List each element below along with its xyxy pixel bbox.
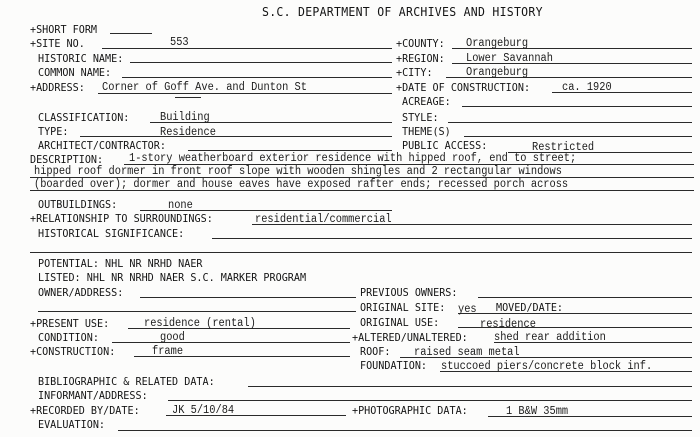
photographic-data-label: +PHOTOGRAPHIC DATA: bbox=[352, 404, 468, 417]
owner-line-2 bbox=[38, 311, 356, 312]
previous-owners-label: PREVIOUS OWNERS: bbox=[360, 286, 458, 299]
significance-label: HISTORICAL SIGNIFICANCE: bbox=[38, 227, 185, 240]
description-label: DESCRIPTION: bbox=[30, 153, 104, 166]
informant-label: INFORMANT/ADDRESS: bbox=[38, 389, 148, 402]
significance-line bbox=[212, 238, 692, 239]
county-value: Orangeburg bbox=[466, 37, 529, 50]
classification-value: Building bbox=[160, 111, 210, 124]
previous-owners-line bbox=[478, 297, 692, 298]
present-use-label: +PRESENT USE: bbox=[30, 317, 110, 330]
public-access-label: PUBLIC ACCESS: bbox=[402, 139, 488, 152]
recorded-label: +RECORDED BY/DATE: bbox=[30, 404, 140, 417]
short-form-label: +SHORT FORM bbox=[30, 23, 98, 36]
form-title: S.C. DEPARTMENT OF ARCHIVES AND HISTORY bbox=[262, 4, 543, 19]
informant-line bbox=[168, 400, 692, 401]
site-no-label: +SITE NO. bbox=[30, 37, 85, 50]
common-name-line bbox=[122, 77, 392, 78]
region-value: Lower Savannah bbox=[466, 52, 553, 65]
public-access-value: Restricted bbox=[532, 141, 595, 154]
city-value: Orangeburg bbox=[466, 66, 529, 79]
architect-line bbox=[188, 150, 392, 151]
address-value: Corner of Goff Ave. and Dunton St bbox=[102, 81, 307, 94]
condition-line bbox=[112, 342, 350, 343]
acreage-label: ACREAGE: bbox=[402, 95, 451, 108]
roof-value: raised seam metal bbox=[414, 346, 520, 359]
description-line-3-rule bbox=[30, 190, 694, 191]
architect-label: ARCHITECT/CONTRACTOR: bbox=[38, 139, 166, 152]
present-use-value: residence (rental) bbox=[144, 317, 256, 330]
themes-label: THEME(S) bbox=[402, 125, 451, 138]
date-of-construction-label: +DATE OF CONSTRUCTION: bbox=[396, 81, 531, 94]
description-line-3: (boarded over); dormer and house eaves have exposed rafter ends; recessed porch across bbox=[34, 178, 569, 191]
region-label: +REGION: bbox=[396, 52, 445, 65]
altered-label: +ALTERED/UNALTERED: bbox=[352, 331, 468, 344]
description-line-2: hipped roof dormer in front roof slope with wooden shingles and 2 rectangular windows bbox=[34, 165, 562, 178]
original-site-value: yes bbox=[458, 303, 477, 316]
original-site-line bbox=[458, 313, 692, 314]
date-of-construction-value: ca. 1920 bbox=[562, 81, 612, 94]
address-label: +ADDRESS: bbox=[30, 81, 85, 94]
short-form-line bbox=[110, 33, 152, 34]
themes-line bbox=[464, 136, 692, 137]
historic-name-line bbox=[130, 62, 392, 63]
city-label: +CITY: bbox=[396, 66, 433, 79]
style-label: STYLE: bbox=[402, 111, 439, 124]
evaluation-line bbox=[118, 430, 692, 431]
roof-label: ROOF: bbox=[360, 345, 391, 358]
relationship-value: residential/commercial bbox=[255, 213, 392, 226]
owner-line bbox=[140, 297, 356, 298]
bibliographic-line bbox=[248, 386, 692, 387]
construction-label: +CONSTRUCTION: bbox=[30, 345, 116, 358]
moved-date-label: MOVED/DATE: bbox=[496, 301, 564, 314]
foundation-label: FOUNDATION: bbox=[360, 359, 428, 372]
owner-label: OWNER/ADDRESS: bbox=[38, 286, 124, 299]
outbuildings-value: none bbox=[168, 199, 193, 212]
foundation-value: stuccoed piers/concrete block inf. bbox=[441, 360, 653, 373]
outbuildings-label: OUTBUILDINGS: bbox=[38, 198, 118, 211]
condition-label: CONDITION: bbox=[38, 331, 99, 344]
historic-name-label: HISTORIC NAME: bbox=[38, 52, 124, 65]
listed-label: LISTED: NHL NR NRHD NAER S.C. MARKER PROGRAM bbox=[38, 271, 307, 284]
original-site-label: ORIGINAL SITE: bbox=[360, 301, 446, 314]
style-line bbox=[448, 122, 692, 123]
type-label: TYPE: bbox=[38, 125, 69, 138]
site-no-line bbox=[102, 48, 392, 49]
condition-value: good bbox=[160, 331, 185, 344]
common-name-label: COMMON NAME: bbox=[38, 66, 112, 79]
photographic-data-value: 1 B&W 35mm bbox=[506, 405, 569, 418]
recorded-value: JK 5/10/84 bbox=[172, 404, 235, 417]
type-line bbox=[80, 136, 392, 137]
construction-value: frame bbox=[152, 345, 184, 358]
address-underline-goff bbox=[175, 97, 201, 98]
type-value: Residence bbox=[160, 126, 216, 139]
classification-label: CLASSIFICATION: bbox=[38, 111, 130, 124]
altered-value: shed rear addition bbox=[494, 331, 606, 344]
relationship-label: +RELATIONSHIP TO SURROUNDINGS: bbox=[30, 212, 213, 225]
acreage-line bbox=[462, 106, 692, 107]
description-line-1: 1-story weatherboard exterior residence with hipped roof, end to street; bbox=[129, 152, 577, 165]
site-no-value: 553 bbox=[170, 36, 189, 49]
significance-continuation-line bbox=[30, 252, 692, 253]
bibliographic-label: BIBLIOGRAPHIC & RELATED DATA: bbox=[38, 375, 215, 388]
potential-label: POTENTIAL: NHL NR NRHD NAER bbox=[38, 257, 203, 270]
original-use-value: residence bbox=[480, 318, 536, 331]
evaluation-label: EVALUATION: bbox=[38, 418, 106, 431]
original-use-label: ORIGINAL USE: bbox=[360, 316, 440, 329]
county-label: +COUNTY: bbox=[396, 37, 445, 50]
